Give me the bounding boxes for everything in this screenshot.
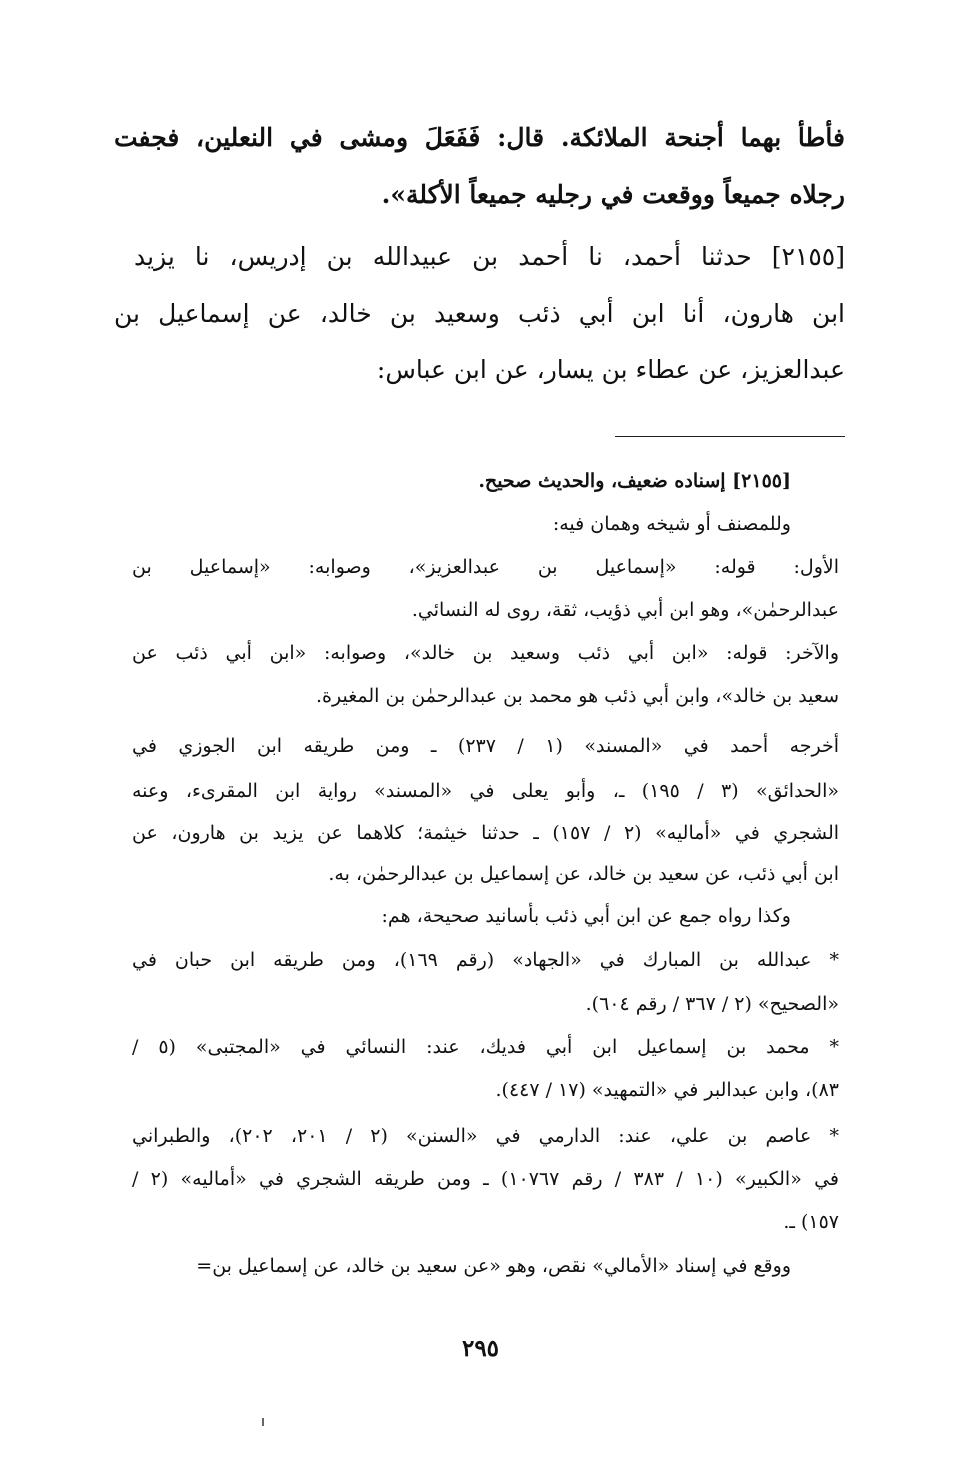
footnote-line: أخرجه أحمد في «المسند» (١ / ٢٣٧) ـ ومن طريقه ابن الجوزي في (132, 735, 839, 757)
footnote-line: ووقع في إسناد «الأمالي» نقص، وهو «عن سعيد بن خالد، عن إسماعيل بن= (196, 1255, 791, 1277)
footnote-separator (615, 436, 845, 437)
main-text-line: [٢١٥٥] حدثنا أحمد، نا أحمد بن عبيدالله بن إدريس، نا يزيد (134, 242, 845, 271)
footnote-line: الشجري في «أماليه» (٢ / ١٥٧) ـ حدثنا خيثمة؛ كلاهما عن يزيد بن هارون، عن (132, 822, 839, 844)
footnote-line: الأول: قوله: «إسماعيل بن عبدالعزيز»، وصوابه: «إسماعيل بن (132, 556, 839, 578)
footnote-line: «الصحيح» (٢ / ٣٦٧ / رقم ٦٠٤). (585, 993, 839, 1015)
footnote-line: «الحدائق» (٣ / ١٩٥) ـ، وأبو يعلى في «المسند» رواية ابن المقرىء، وعنه (132, 780, 839, 802)
main-text-line: فأطأ بهما أجنحة الملائكة. قال: فَفَعَلَ ومشى في النعلين، فجفت (114, 123, 845, 152)
main-text-line: رجلاه جميعاً ووقعت في رجليه جميعاً الأكلة». (381, 180, 845, 209)
footnote-line: في «الكبير» (١٠ / ٣٨٣ / رقم ١٠٧٦٧) ـ ومن طريقه الشجري في «أماليه» (٢ / (132, 1168, 839, 1190)
footnote-line: ابن أبي ذئب، عن سعيد بن خالد، عن إسماعيل بن عبدالرحمٰن، به. (328, 863, 839, 885)
footnote-line: وللمصنف أو شيخه وهمان فيه: (552, 513, 791, 535)
footnote-line: ١٥٧) ـ. (783, 1211, 839, 1233)
footnote-line: * محمد بن إسماعيل ابن أبي فديك، عند: النسائي في «المجتبى» (٥ / (132, 1036, 839, 1058)
main-text-line: عبدالعزيز، عن عطاء بن يسار، عن ابن عباس: (376, 355, 845, 384)
footnote-line: ٨٣)، وابن عبدالبر في «التمهيد» (١٧ / ٤٤٧). (495, 1079, 839, 1101)
main-text-line: ابن هارون، أنا ابن أبي ذئب وسعيد بن خالد، عن إسماعيل بن (114, 299, 845, 328)
scan-mark (262, 1418, 264, 1426)
footnote-line: * عاصم بن علي، عند: الدارمي في «السنن» (٢ / ٢٠١، ٢٠٢)، والطبراني (132, 1125, 839, 1147)
footnote-line: وكذا رواه جمع عن ابن أبي ذئب بأسانيد صحيحة، هم: (381, 905, 791, 927)
footnote-line: والآخر: قوله: «ابن أبي ذئب وسعيد بن خالد»، وصوابه: «ابن أبي ذئب عن (132, 642, 839, 664)
footnote-line: * عبدالله بن المبارك في «الجهاد» (رقم ١٦٩)، ومن طريقه ابن حبان في (132, 949, 839, 971)
footnote-line: [٢١٥٥] إسناده ضعيف، والحديث صحيح. (478, 470, 791, 492)
footnote-line: عبدالرحمٰن»، وهو ابن أبي ذؤيب، ثقة، روى له النسائي. (411, 599, 839, 621)
page-number: ٢٩٥ (461, 1335, 500, 1362)
footnote-line: سعيد بن خالد»، وابن أبي ذئب هو محمد بن عبدالرحمٰن بن المغيرة. (315, 685, 839, 707)
